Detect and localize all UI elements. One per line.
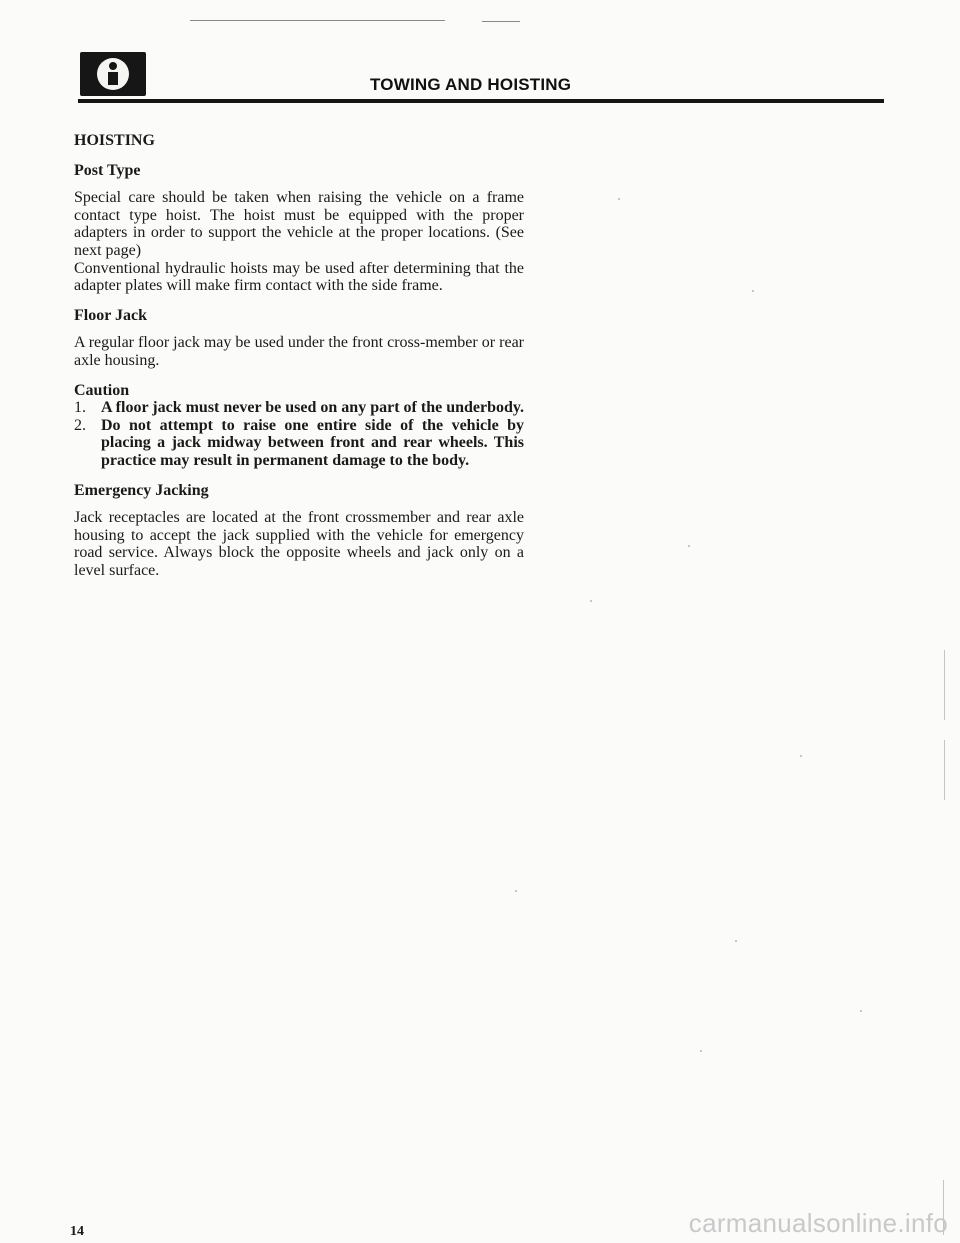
subheading-emergency-jacking: Emergency Jacking [74,481,209,499]
scan-speck [752,290,754,292]
scan-speck [800,755,802,757]
scan-speck [618,198,620,200]
scan-edge-line [944,650,945,720]
caution-item-number: 2. [74,416,86,434]
scan-speck [590,600,592,602]
caution-item [74,417,524,470]
main-content [74,132,524,587]
post-type-paragraph-2: Conventional hydraulic hoists may be used after determining that the adapter plates will make firm contact with the side frame. [74,259,524,295]
section-heading: HOISTING [74,132,155,149]
page-number: 14 [70,1224,84,1239]
caution-heading: Caution [74,381,130,399]
scan-speck [700,1050,702,1052]
scan-artifact-line [482,21,520,22]
caution-item-text: Do not attempt to raise one entire side of the vehicle by placing a jack midway between front and rear wheels. This practice may result in permanent damage to the body. [101,416,524,469]
post-type-paragraph-1: Special care should be taken when raising the vehicle on a frame contact type hoist. The hoist must be equipped with the proper adapters in order to support the vehicle at the proper locations. (See next page) [74,189,524,259]
scan-speck [860,1010,862,1012]
scan-speck [515,890,517,892]
scan-artifact-line [190,20,445,21]
emergency-jacking-paragraph: Jack receptacles are located at the front crossmember and rear axle housing to accept the jack supplied with the vehicle for emergency road service. Always block the opposite wheels and jack only on a level surface. [74,509,524,579]
caution-list [74,399,524,469]
floor-jack-paragraph: A regular floor jack may be used under the front cross-member or rear axle housing. [74,334,524,369]
scan-speck [688,545,690,547]
header-rule [78,99,884,103]
caution-item-number: 1. [74,399,86,417]
scan-edge-line [944,740,945,800]
page-header-title: TOWING AND HOISTING [370,75,572,94]
watermark: carmanualsonline.info [688,1208,948,1238]
subheading-post-type: Post Type [74,161,141,179]
caution-item [74,399,524,417]
subheading-floor-jack: Floor Jack [74,306,148,324]
caution-item-text: A floor jack must never be used on any part of the underbody. [101,399,524,417]
info-icon [80,52,146,96]
scan-speck [735,940,737,942]
